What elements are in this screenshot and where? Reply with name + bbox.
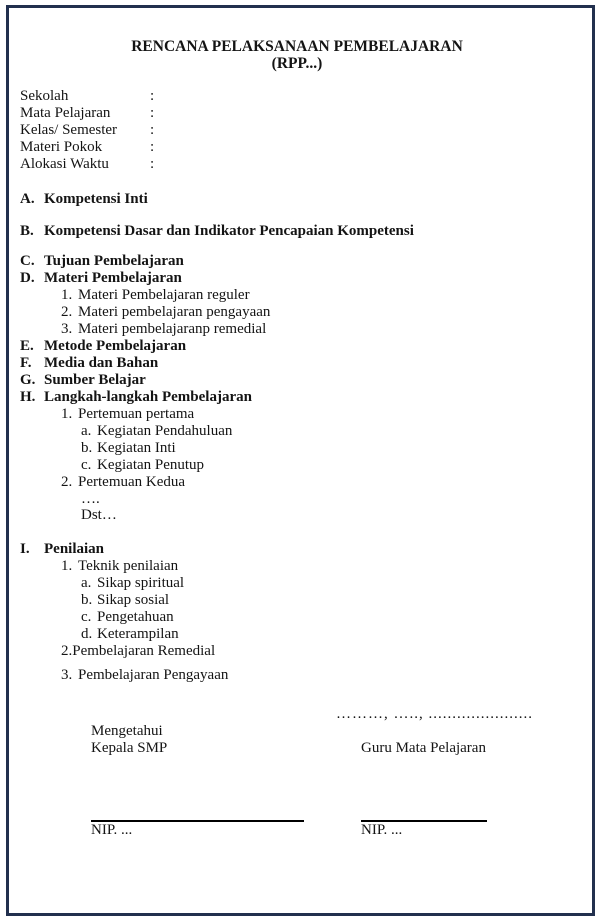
- outline-marker: 2.: [61, 304, 73, 320]
- outline-marker: 3.: [61, 321, 73, 337]
- outline-marker: C.: [20, 253, 35, 269]
- outline-item-h1: [20, 406, 574, 423]
- outline-label: Langkah-langkah Pembelajaran: [44, 389, 252, 405]
- outline-item-h1a: [20, 423, 574, 440]
- outline-label: Materi Pembelajaran reguler: [78, 287, 250, 303]
- field-row-mata-pelajaran: [20, 105, 574, 122]
- outline-label: Pembelajaran Pengayaan: [78, 667, 229, 683]
- field-row-materi-pokok: [20, 139, 574, 156]
- outline-item-a: [20, 191, 574, 208]
- outline-item-d1: [20, 287, 574, 304]
- outline-marker: c.: [81, 609, 92, 625]
- outline-label: Penilaian: [44, 541, 105, 557]
- header-fields: [20, 88, 574, 173]
- outline-item-e: [20, 338, 574, 355]
- outline-item-g: [20, 372, 574, 389]
- document-page: [6, 5, 595, 916]
- outline-label: Teknik penilaian: [78, 558, 179, 574]
- outline-marker: I.: [20, 541, 30, 557]
- outline-marker: 1.: [61, 406, 73, 422]
- outline-label: Kegiatan Pendahuluan: [97, 423, 233, 439]
- outline-marker: 1.: [61, 558, 73, 574]
- outline-marker: F.: [20, 355, 32, 371]
- outline-label: Keterampilan: [97, 626, 179, 642]
- outline-item-c: [20, 253, 574, 270]
- outline-label: Pertemuan pertama: [78, 406, 195, 422]
- kepala-smp-label: Kepala SMP: [91, 740, 168, 756]
- outline-marker: a.: [81, 575, 92, 591]
- nip-right-label: NIP. ...: [361, 822, 403, 838]
- outline-marker: 2.: [61, 643, 73, 659]
- outline-label: Sikap sosial: [97, 592, 170, 608]
- outline-item-h: [20, 389, 574, 406]
- outline-marker: A.: [20, 191, 35, 207]
- outline-item-i3: [20, 667, 574, 684]
- outline-marker: 1.: [61, 287, 73, 303]
- field-colon: :: [150, 105, 155, 121]
- outline-label: Materi pembelajaran pengayaan: [78, 304, 271, 320]
- outline-marker: E.: [20, 338, 34, 354]
- nip-left-label: NIP. ...: [91, 822, 133, 838]
- outline-item-h1b: [20, 440, 574, 457]
- outline-item-i: [20, 541, 574, 558]
- outline-label: Kompetensi Inti: [44, 191, 148, 207]
- outline-label: Kegiatan Penutup: [97, 457, 205, 473]
- field-label-materi-pokok: Materi Pokok: [20, 139, 103, 155]
- outline-label: Media dan Bahan: [44, 355, 159, 371]
- outline-marker: B.: [20, 223, 34, 239]
- field-label-kelas-semester: Kelas/ Semester: [20, 122, 118, 138]
- field-row-kelas-semester: [20, 122, 574, 139]
- field-label-mata-pelajaran: Mata Pelajaran: [20, 105, 111, 121]
- field-colon: :: [150, 156, 155, 172]
- outline-marker: G.: [20, 372, 36, 388]
- outline-item-h1c: [20, 457, 574, 474]
- outline-marker: 3.: [61, 667, 73, 683]
- title-line-1: RENCANA PELAKSANAAN PEMBELAJARAN: [131, 38, 463, 55]
- outline-item-i1a: [20, 575, 574, 592]
- outline-label: Sikap spiritual: [97, 575, 185, 591]
- outline-marker: b.: [81, 592, 93, 608]
- outline-item-d: [20, 270, 574, 287]
- field-label-alokasi-waktu: Alokasi Waktu: [20, 156, 109, 172]
- outline-label: Pengetahuan: [97, 609, 174, 625]
- outline-label: Materi Pembelajaran: [44, 270, 182, 286]
- outline-marker: d.: [81, 626, 93, 642]
- outline-marker: a.: [81, 423, 92, 439]
- outline-label: Sumber Belajar: [44, 372, 146, 388]
- outline-label: Pertemuan Kedua: [78, 474, 186, 490]
- outline-marker: b.: [81, 440, 93, 456]
- dots-line: ….: [81, 491, 100, 507]
- outline-item-i1d: [20, 626, 574, 643]
- outline-item-b: [20, 223, 574, 240]
- title-line-2: (RPP...): [271, 55, 323, 72]
- outline-item-h2: [20, 474, 574, 491]
- document-title: [20, 38, 574, 72]
- field-colon: :: [150, 88, 155, 104]
- outline-item-d3: [20, 321, 574, 338]
- outline-label: Materi pembelajaranp remedial: [78, 321, 267, 337]
- outline-marker: H.: [20, 389, 36, 405]
- field-row-sekolah: [20, 88, 574, 105]
- field-colon: :: [150, 122, 155, 138]
- outline-item-i2: [20, 643, 574, 660]
- outline-marker: D.: [20, 270, 35, 286]
- field-label-sekolah: Sekolah: [20, 88, 69, 104]
- field-row-alokasi-waktu: [20, 156, 574, 173]
- dst-line: Dst…: [81, 507, 117, 523]
- outline-item-i1b: [20, 592, 574, 609]
- outline-label: Pembelajaran Remedial: [72, 643, 216, 659]
- outline-marker: 2.: [61, 474, 73, 490]
- outline-label: Kompetensi Dasar dan Indikator Pencapaian Kompetensi: [44, 223, 414, 239]
- outline-marker: c.: [81, 457, 92, 473]
- outline-item-f: [20, 355, 574, 372]
- signature-block: [20, 706, 574, 906]
- outline-item-i1: [20, 558, 574, 575]
- outline-item-d2: [20, 304, 574, 321]
- outline-label: Tujuan Pembelajaran: [44, 253, 184, 269]
- guru-mata-pelajaran-label: Guru Mata Pelajaran: [361, 740, 486, 756]
- field-colon: :: [150, 139, 155, 155]
- mengetahui-label: Mengetahui: [91, 723, 163, 739]
- outline-label: Metode Pembelajaran: [44, 338, 187, 354]
- place-date-line: ………, ….., ......................: [336, 706, 533, 722]
- outline-label: Kegiatan Inti: [97, 440, 176, 456]
- outline-item-i1c: [20, 609, 574, 626]
